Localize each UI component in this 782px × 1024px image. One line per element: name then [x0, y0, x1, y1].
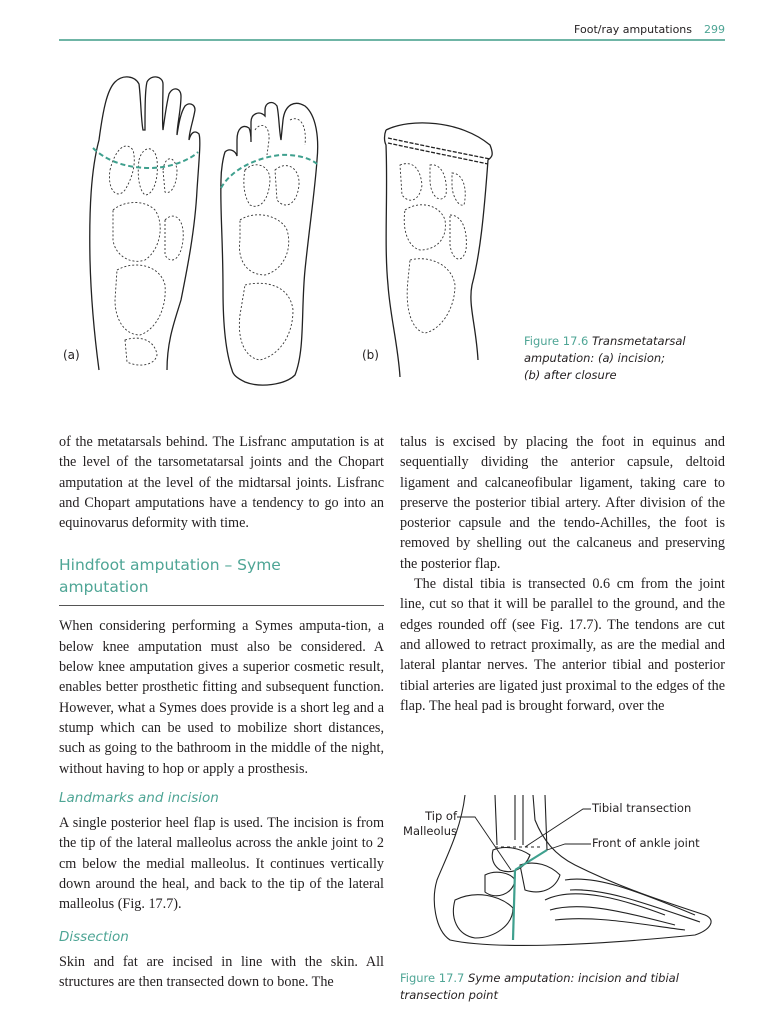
- figure-number: Figure 17.6: [524, 334, 589, 348]
- label-front-of-ankle-joint: Front of ankle joint: [592, 836, 700, 850]
- running-head: [59, 23, 725, 39]
- foot-illustration-b: [380, 115, 500, 385]
- incision-line-dorsal: [93, 148, 198, 168]
- paragraph: of the metatarsals behind. The Lisfranc amputation is at the level of the tarsometatarsal joints and the Chopart amputation at the level of the midtarsal joints. Lisfranc and Chopart amputations have a tendency to go into an equinovarus deformity with time.: [59, 434, 384, 532]
- panel-label-b: (b): [362, 348, 379, 362]
- incision-line-vertical: [513, 870, 515, 940]
- foot-illustration-a: [55, 60, 355, 390]
- figure-17-6-caption: Figure 17.6 Transmetatarsal amputation: (a) incision; (b) after closure: [524, 334, 686, 382]
- label-tip-of-malleolus: Tip of Malleolus: [403, 809, 457, 838]
- label-tibial-transection: Tibial transection: [592, 801, 692, 815]
- header-rule: [59, 39, 725, 41]
- figure-17-6: [55, 60, 735, 390]
- left-column: [59, 432, 384, 993]
- paragraph: Skin and fat are incised in line with the skin. All structures are then transected down to bone. The: [59, 953, 384, 991]
- page-number: 299: [704, 23, 725, 36]
- paragraph: A single posterior heel flap is used. The incision is from the tip of the lateral malleolus across the ankle joint to 2 cm below the medial malleolus. It continues vertically down around the heal, and back to the tip of the lateral malleolus (Fig. 17.7).: [59, 815, 384, 913]
- subheading-dissection: Dissection: [59, 928, 129, 945]
- figure-17-7-caption: Figure 17.7 Syme amputation: incision and tibial transection point: [400, 971, 679, 1002]
- panel-label-a: (a): [63, 348, 80, 362]
- section-heading: Hindfoot amputation – Syme amputation: [59, 554, 384, 606]
- figure-number: Figure 17.7: [400, 971, 465, 985]
- running-head-title: Foot/ray amputations: [574, 23, 692, 36]
- paragraph: The distal tibia is transected 0.6 cm from the joint line, cut so that it will be parallel to the ground, and the edges rounded off (see Fig. 17.7). The tendons are cut and allowed to retract proximally, as are the medial and lateral plantar nerves. The anterior tibial and posterior tibial arteries are ligated just proximal to the edges of the flap. The heal pad is brought forward, over the: [400, 576, 725, 714]
- subheading-landmarks: Landmarks and incision: [59, 789, 219, 806]
- incision-line-plantar: [221, 155, 317, 188]
- right-column: [400, 432, 725, 716]
- paragraph: talus is excised by placing the foot in equinus and sequentially dividing the anterior capsule, deltoid ligament and calcaneofibular ligament, taking care to preserve the posterior tibial artery. After division of the posterior capsule and the tendo-Achilles, the foot is removed by shelling out the calcaneus and preserving the posterior flap.: [400, 434, 725, 572]
- leader-tip: [457, 817, 511, 870]
- paragraph: When considering performing a Symes amputa-tion, a below knee amputation must also be considered. A below knee amputation gives a superior cosmetic result, enables better prosthetic fitting and subsequent function. However, what a Symes does provide is a short leg and a stump which can be used to mobilize short distances, such as going to the bathroom in the middle of the night, without having to hop or apply a prosthesis.: [59, 618, 384, 777]
- figure-17-7: [395, 790, 735, 1015]
- incision-line: [515, 850, 547, 870]
